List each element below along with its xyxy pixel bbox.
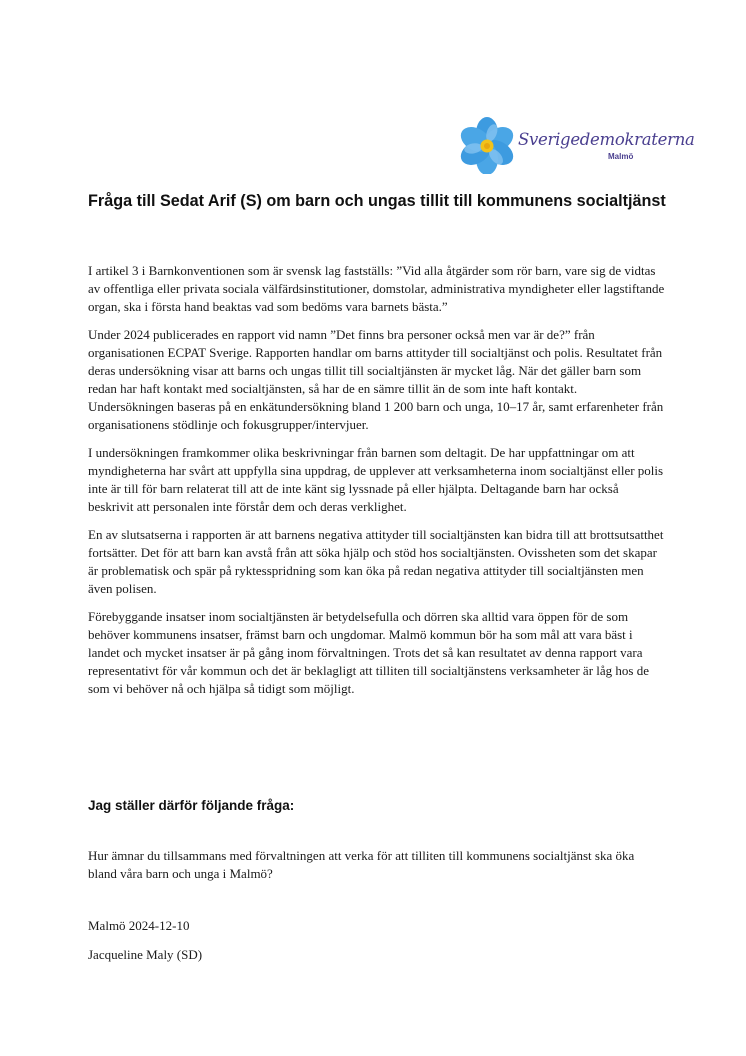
body-text xyxy=(88,262,666,708)
logo-party-name: Sverigedemokraterna xyxy=(518,130,695,149)
paragraph: I undersökningen framkommer olika beskrivningar från barnen som deltagit. De har uppfattningar om att myndigheterna har svårt att uppfylla sina uppdrag, de upplever att verksamheterna inom socialtjänst eller polis inte är till för barn relaterat till att de inte känt sig lyssnade på eller hjälpta. Deltagande barn har också beskrivit att personalen inte förstår dem och deras verklighet. xyxy=(88,445,664,514)
logo-city: Malmö xyxy=(608,152,634,161)
paragraph: En av slutsatserna i rapporten är att barnens negativa attityder till socialtjänsten kan bidra till att brottsutsatthet fortsätter. Det för att barn kan avstå från att söka hjälp och stöd hos socialtjänsten. Ovissheten som det skapar är problematisk och spär på ryktesspridning som kan öka på redan negativa attityder till socialtjänsten men även polisen. xyxy=(88,527,664,596)
blue-anemone-flower-icon xyxy=(458,116,520,174)
paragraph: Under 2024 publicerades en rapport vid namn ”Det finns bra personer också men var är de?” från organisationen ECPAT Sverige. Rapporten handlar om barns attityder till socialtjänst och polis. Resultatet från deras undersökning visar att barns och ungas tillit till socialtjänsten är mycket låg. När det gäller barn som redan har haft kontakt med socialtjänsten, så har de en sämre tillit än de som inte haft kontakt. Undersökningen baseras på en enkätundersökning bland 1 200 barn och unga, 10–17 år, samt erfarenheter från organisationens stödlinje och fokusgrupper/intervjuer. xyxy=(88,327,664,432)
page-title: Fråga till Sedat Arif (S) om barn och ungas tillit till kommunens socialtjänst xyxy=(88,192,666,210)
party-logo xyxy=(458,116,695,174)
author-signature: Jacqueline Maly (SD) xyxy=(88,947,203,962)
date-line: Malmö 2024-12-10 xyxy=(88,918,190,933)
question-text: Hur ämnar du tillsammans med förvaltningen att verka för att tilliten till kommunens socialtjänst ska öka bland våra barn och unga i Malmö? xyxy=(88,848,635,881)
paragraph: Förebyggande insatser inom socialtjänsten är betydelsefulla och dörren ska alltid vara öppen för de som behöver kommunens insatser, främst barn och ungdomar. Malmö kommun bör ha som mål att vara bäst i landet och mycket insatser är på gång inom förvaltningen. Trots det så kan resultatet av denna rapport vara representativt för vår kommun och det är beklagligt att tilliten till socialtjänstens verksamheter är låg hos de som vi behöver nå och hjälpa så tidigt som möjligt. xyxy=(88,609,649,696)
paragraph: I artikel 3 i Barnkonventionen som är svensk lag fastställs: ”Vid alla åtgärder som rör barn, vare sig de vidtas av offentliga eller privata sociala välfärdsinstitutioner, domstolar, administrativa myndigheter eller lagstiftande organ, ska i första hand beaktas vad som bedöms vara barnets bästa.” xyxy=(88,263,665,314)
question-heading: Jag ställer därför följande fråga: xyxy=(88,798,295,813)
